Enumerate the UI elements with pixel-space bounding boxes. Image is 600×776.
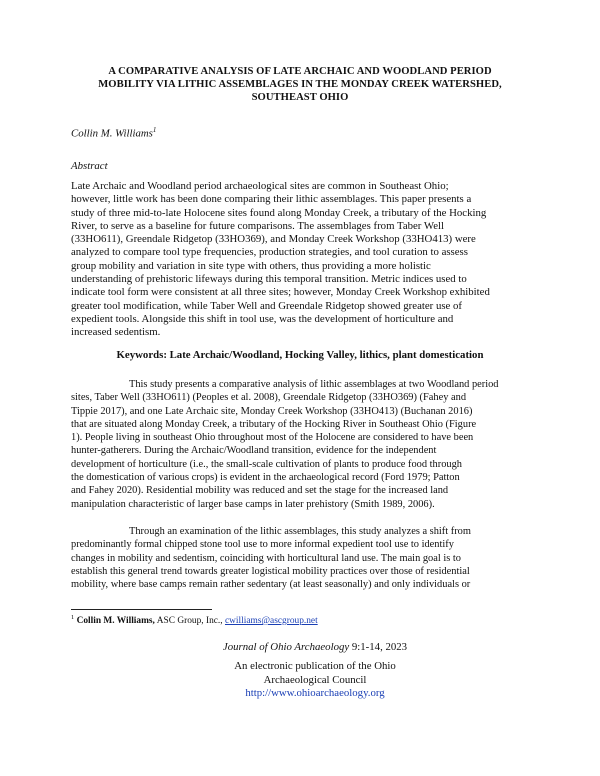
journal-name: Journal of Ohio Archaeology [222, 641, 350, 653]
body-paragraph-2 [71, 525, 541, 591]
paragraph-line: that are situated along Monday Creek, a tributary of the Hocking River in Southeast Ohio (Figure [71, 418, 477, 430]
abstract-line: increased sedentism. [71, 326, 161, 339]
paragraph-line: the domestication of various crops) is evident in the archaeological record (Ford 1979; Patton [71, 472, 460, 484]
author-name: Collin M. Williams [71, 127, 153, 140]
journal-volume: 9:1-14, 2023 [351, 641, 408, 653]
paragraph-line: hunter-gatherers. During the Archaic/Woodland transition, evidence for the independent [71, 445, 437, 457]
publisher-line: An electronic publication of the Ohio [234, 660, 396, 673]
footnote-affiliation: ASC Group, Inc., [156, 616, 223, 627]
abstract-line: understanding of prehistoric lifeways during this temporal transition. Metric indices used to [71, 273, 467, 286]
title-line: A COMPARATIVE ANALYSIS OF LATE ARCHAIC AND WOODLAND PERIOD [108, 66, 492, 77]
paragraph-line: establish this general trend towards greater logistical mobility practices over those of residential [71, 565, 470, 577]
paragraph-line: predominantly formal chipped stone tool use to more informal expedient tool use to identify [71, 539, 454, 551]
journal-info [130, 641, 500, 700]
footnote [71, 614, 318, 626]
author-line [71, 126, 156, 140]
abstract-text [71, 180, 541, 340]
paragraph-line: mobility, where base camps remain rather sedentary (at least seasonally) and only individuals or [71, 579, 471, 591]
paragraph-line: This study presents a comparative analysis of lithic assemblages at two Woodland period [129, 379, 499, 390]
journal-citation-line [130, 641, 500, 654]
paper-title [68, 66, 532, 104]
paragraph-line: development of horticulture (i.e., the small-scale cultivation of plants to produce food through [71, 458, 462, 470]
footnote-mark: 1 [71, 614, 75, 621]
abstract-line: indicate tool form were consistent at all three sites; however, Monday Creek Workshop exhibited [71, 286, 490, 299]
author-email-link[interactable]: cwilliams@ascgroup.net [224, 616, 318, 627]
title-line: MOBILITY VIA LITHIC ASSEMBLAGES IN THE MONDAY CREEK WATERSHED, [98, 78, 502, 90]
publisher-line: Archaeological Council [263, 673, 367, 686]
paragraph-line: and Fahey 2020). Residential mobility was reduced and set the stage for the increased land [71, 485, 449, 497]
author-footnote-mark: 1 [152, 126, 157, 134]
footnote-divider [71, 609, 212, 610]
website-link[interactable]: http://www.ohioarchaeology.org [245, 686, 385, 699]
paragraph-line: Tippie 2017), and one Late Archaic site, Monday Creek Workshop (33HO413) (Buchanan 2016) [71, 405, 473, 417]
paragraph-line: changes in mobility and sedentism, coinciding with horticultural land use. The main goal is to [71, 552, 461, 564]
keywords: Keywords: Late Archaic/Woodland, Hocking Valley, lithics, plant domestication [116, 349, 484, 361]
abstract-line: study of three mid-to-late Holocene sites found along Monday Creek, a tributary of the Hocking [71, 206, 487, 219]
abstract-line: expedient tools. Alongside this shift in tool use, was the development of horticulture and [71, 312, 454, 325]
paragraph-line: manipulation characteristic of larger base camps in later prehistory (Smith 1989, 2006). [71, 498, 435, 510]
footnote-author-name: Collin M. Williams, [76, 616, 155, 627]
abstract-line: Late Archaic and Woodland period archaeological sites are common in Southeast Ohio; [71, 180, 449, 192]
body-paragraph-1 [71, 378, 541, 511]
paragraph-line: sites, Taber Well (33HO611) (Peoples et al. 2008), Greendale Ridgetop (33HO369) (Fahey and [71, 392, 467, 404]
paragraph-line: Through an examination of the lithic assemblages, this study analyzes a shift from [129, 526, 471, 537]
abstract-line: greater tool modification, while Taber Well and Greendale Ridgetop showed greater use of [71, 299, 463, 312]
abstract-line: analyzed to compare tool type frequencies, production strategies, and tool curation to assess [71, 246, 468, 259]
abstract-line: however, little work has been done comparing their lithic assemblages. This paper presents a [71, 193, 472, 206]
paragraph-line: 1). People living in southeast Ohio throughout most of the Holocene are considered to have been [71, 432, 474, 444]
title-line: SOUTHEAST OHIO [251, 91, 349, 103]
abstract-line: (33HO611), Greendale Ridgetop (33HO369), and Monday Creek Workshop (33HO413) were [71, 233, 476, 246]
abstract-heading: Abstract [71, 160, 108, 172]
abstract-line: River, to serve as a baseline for future comparisons. The assemblages from Taber Well [71, 219, 445, 232]
abstract-line: group mobility and variation in site type with others, thus providing a more holistic [71, 259, 431, 272]
